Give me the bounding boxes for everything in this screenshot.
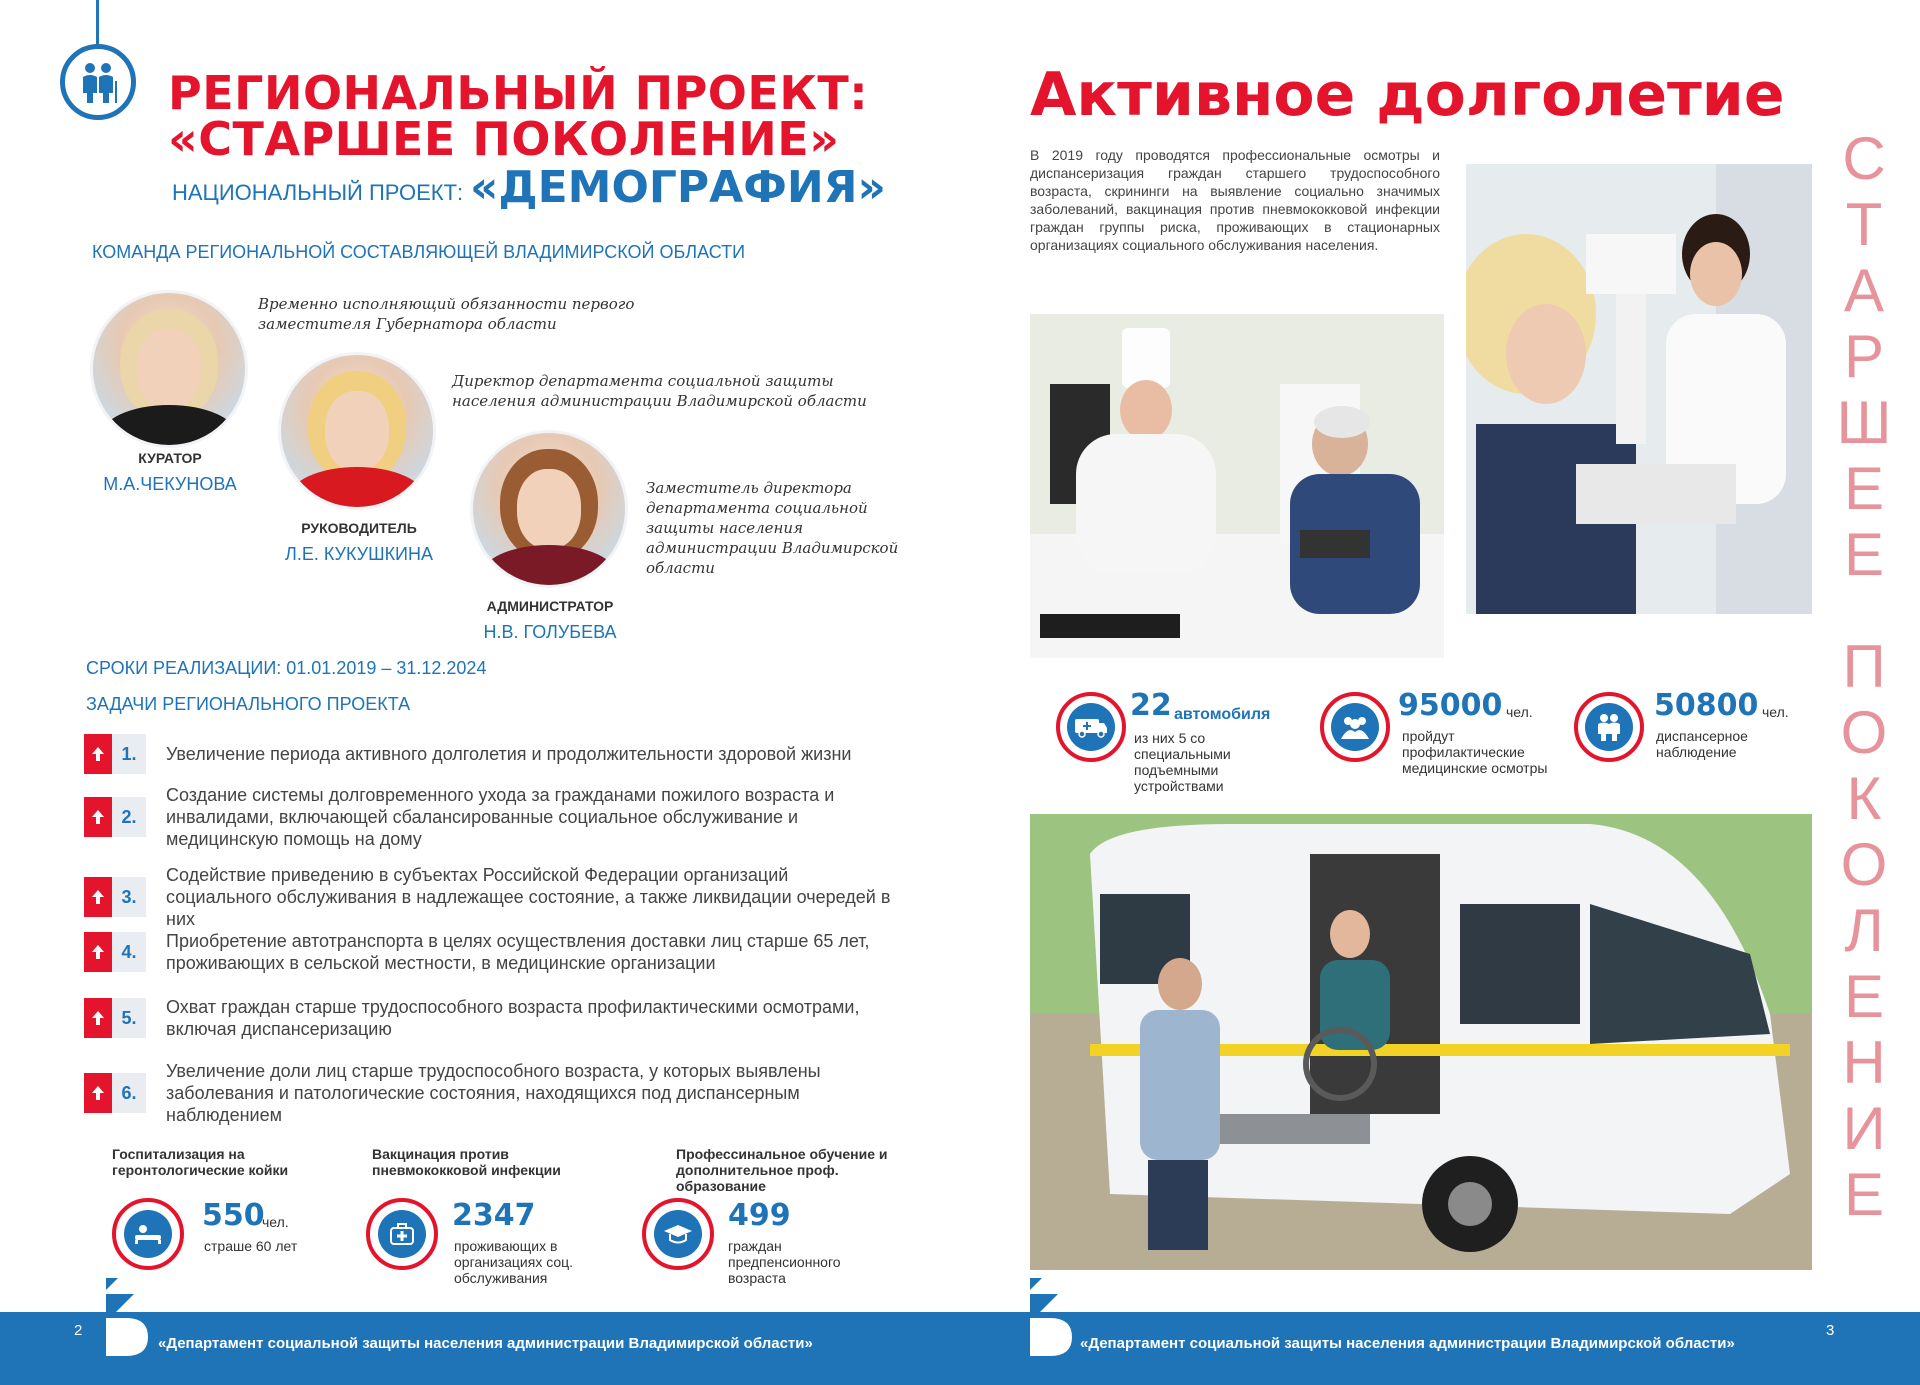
task-text: Приобретение автотранспорта в целях осуществления доставки лиц старше 65 лет, проживающих в сельской местности, в медицинские организации xyxy=(166,931,870,973)
arrow-up-icon xyxy=(84,877,112,917)
task-text: Увеличение доли лиц старше трудоспособного возраста, у которых выявлены заболевания и патологические состояния, находящихся под диспансерным наблюдением xyxy=(166,1061,821,1125)
stat-education-sub: граждан предпенсионного возраста xyxy=(728,1238,841,1286)
task-text: Увеличение периода активного долголетия и продолжительности здоровой жизни xyxy=(166,744,852,764)
leader-name: Л.Е. КУКУШКИНА xyxy=(285,544,433,564)
stat-vehicles-sub: из них 5 со специальными подъемными устройствами xyxy=(1134,730,1231,794)
photo-eye-examination xyxy=(1466,164,1812,614)
arrow-up-icon xyxy=(84,998,112,1038)
stat-checkups-value: 95000 xyxy=(1398,688,1503,723)
bed-patient-icon xyxy=(112,1198,184,1270)
arrow-up-icon xyxy=(84,1073,112,1113)
stat-hospitalization-label: Госпитализация на геронтологические койки xyxy=(112,1146,289,1178)
task-number: 3. xyxy=(112,877,146,917)
project-title-line2: «СТАРШЕЕ ПОКОЛЕНИЕ» xyxy=(168,112,840,166)
national-project-name: «ДЕМОГРАФИЯ» xyxy=(470,162,886,213)
page-number-left: 2 xyxy=(74,1322,83,1339)
tasks-heading: ЗАДАЧИ РЕГИОНАЛЬНОГО ПРОЕКТА xyxy=(86,694,411,714)
stat-dispensary-value: 50800 xyxy=(1654,688,1759,723)
task-item xyxy=(84,784,894,850)
task-text: Создание системы долговременного ухода за гражданами пожилого возраста и инвалидами, включающей сбалансированные социальное обслуживание и медицинскую помощь на дому xyxy=(166,785,835,849)
task-number: 5. xyxy=(112,998,146,1038)
graduation-cap-icon xyxy=(642,1198,714,1270)
footer-text-left: «Департамент социальной защиты населения администрации Владимирской области» xyxy=(158,1335,813,1352)
stat-checkups-sub: пройдут профилактические медицинские осмотры xyxy=(1402,728,1548,776)
stat-hospitalization-sub: страше 60 лет xyxy=(204,1238,298,1254)
task-item xyxy=(84,864,894,930)
stat-vehicles-value: 22 xyxy=(1130,688,1172,723)
photo-accessible-minibus xyxy=(1030,814,1812,1270)
medical-kit-icon xyxy=(366,1198,438,1270)
vertical-word-starshee: СТАРШЕЕ xyxy=(1836,125,1892,588)
stat-checkups-unit: чел. xyxy=(1506,704,1533,720)
stat-dispensary-sub: диспансерное наблюдение xyxy=(1656,728,1748,760)
administrator-name: Н.В. ГОЛУБЕВА xyxy=(483,622,617,642)
photo-doctor-blood-pressure xyxy=(1030,314,1444,658)
team-heading: КОМАНДА РЕГИОНАЛЬНОЙ СОСТАВЛЯЮЩЕЙ ВЛАДИМИРСКОЙ ОБЛАСТИ xyxy=(92,242,746,262)
curator-description: Временно исполняющий обязанности первого заместителя Губернатора области xyxy=(258,295,635,333)
stat-vaccination-value: 2347 xyxy=(452,1198,536,1233)
stat-education-value: 499 xyxy=(728,1198,791,1233)
national-project-label: НАЦИОНАЛЬНЫЙ ПРОЕКТ: xyxy=(172,180,464,205)
stat-vaccination-sub: проживающих в организациях соц. обслуживания xyxy=(454,1238,574,1286)
stat-education-label: Профессинальное обучение и дополнительное проф. образование xyxy=(676,1146,888,1194)
task-item xyxy=(84,996,894,1040)
implementation-dates: СРОКИ РЕАЛИЗАЦИИ: 01.01.2019 – 31.12.2024 xyxy=(86,658,487,678)
task-item xyxy=(84,930,894,974)
task-number: 4. xyxy=(112,932,146,972)
elderly-people-icon xyxy=(60,44,136,120)
arrow-up-icon xyxy=(84,734,112,774)
curator-portrait xyxy=(90,290,248,448)
stat-vaccination-label: Вакцинация против пневмококковой инфекции xyxy=(372,1146,561,1178)
right-page-paragraph: В 2019 году проводятся профессиональные осмотры и диспансеризация граждан старшего трудоспособного возраста, скрининги на выявление социально значимых заболеваний, вакцинация против пневмококковой инфекции граждан группы риска, проживающих в стационарных организациях социального обслуживания населения. xyxy=(1030,147,1440,253)
leader-portrait xyxy=(278,352,436,510)
page-number-right: 3 xyxy=(1826,1322,1835,1339)
task-number: 6. xyxy=(112,1073,146,1113)
task-text: Охват граждан старше трудоспособного возраста профилактическими осмотрами, включая диспансеризацию xyxy=(166,997,860,1039)
department-logo-icon xyxy=(1030,1278,1072,1356)
vertical-word-pokolenie: ПОКОЛЕНИЕ xyxy=(1840,633,1888,1228)
stat-vehicles-unit: автомобиля xyxy=(1174,706,1271,723)
arrow-up-icon xyxy=(84,932,112,972)
curator-name: М.А.ЧЕКУНОВА xyxy=(103,474,237,494)
stat-hospitalization-unit: чел. xyxy=(262,1214,289,1230)
curator-role: КУРАТОР xyxy=(138,450,202,466)
stat-dispensary-unit: чел. xyxy=(1762,704,1789,720)
project-title-line1: РЕГИОНАЛЬНЫЙ ПРОЕКТ: xyxy=(168,66,869,120)
administrator-role: АДМИНИСТРАТОР xyxy=(486,598,614,614)
administrator-description: Заместитель директора департамента социальной защиты населения администрации Владимирской области xyxy=(646,479,899,577)
task-number: 2. xyxy=(112,797,146,837)
right-page-title: Активное долголетие xyxy=(1030,60,1785,130)
department-logo-icon xyxy=(106,1278,148,1356)
elderly-couple-icon xyxy=(1574,692,1644,762)
task-item xyxy=(84,734,894,774)
ambulance-icon xyxy=(1056,692,1126,762)
leader-description: Директор департамента социальной защиты населения администрации Владимирской области xyxy=(452,372,867,410)
administrator-portrait xyxy=(470,430,628,588)
group-icon xyxy=(1320,692,1390,762)
arrow-up-icon xyxy=(84,797,112,837)
stat-hospitalization-value: 550 xyxy=(202,1198,265,1233)
task-text: Содействие приведению в субъектах Российской Федерации организаций социального обслуживания в надлежащее состояние, а также ликвидации очередей в них xyxy=(166,865,891,929)
task-item xyxy=(84,1060,894,1126)
task-number: 1. xyxy=(112,734,146,774)
footer-text-right: «Департамент социальной защиты населения администрации Владимирской области» xyxy=(1080,1335,1735,1352)
leader-role: РУКОВОДИТЕЛЬ xyxy=(301,520,417,536)
